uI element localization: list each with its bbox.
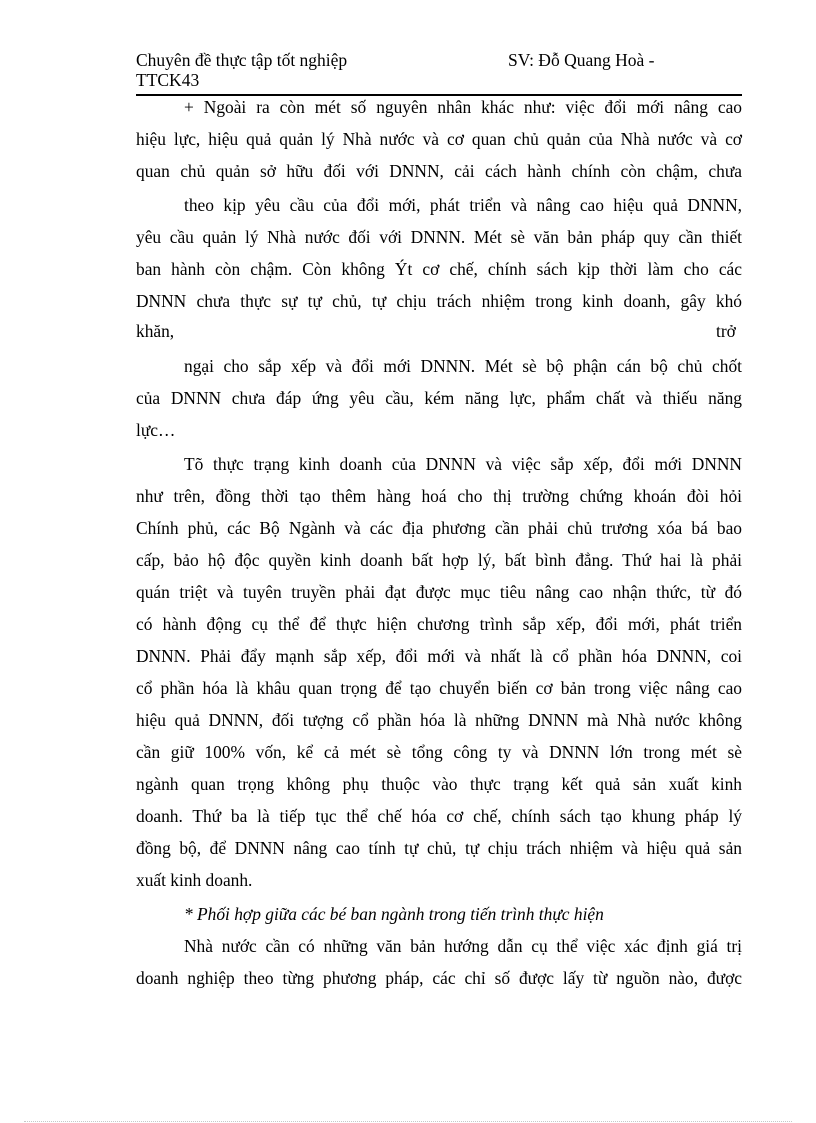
body-line: doanh nghiệp theo từng phương pháp, các chỉ số được lấy từ nguồn nào, được [136,968,742,988]
body-line: hiệu quả DNNN, đối tượng cổ phần hóa là những DNNN mà Nhà nước không [136,710,742,730]
body-line: hiệu lực, hiệu quả quản lý Nhà nước và cơ quan chủ quản của Nhà nước và cơ [136,129,742,149]
body-line: + Ngoài ra còn mét số nguyên nhân khác như: việc đổi mới nâng cao [184,97,742,117]
body-line: khăn, [136,321,175,341]
body-line: đồng bộ, để DNNN nâng cao tính tự chủ, tự chịu trách nhiệm và hiệu quả sản [136,838,742,858]
header-class-code: TTCK43 [136,70,200,90]
body-line: xuất kinh doanh. [136,870,253,890]
body-line: như trên, đồng thời tạo thêm hàng hoá cho thị trường chứng khoán đòi hỏi [136,486,742,506]
body-line: cổ phần hóa là khâu quan trọng để tạo chuyển biến cơ bản trong việc nâng cao [136,678,742,698]
body-line: trở [716,321,736,341]
body-line: cấp, bảo hộ độc quyền kinh doanh bất hợp lý, bất bình đẳng. Thứ hai là phải [136,550,742,570]
body-line: quan chủ quản sở hữu đối với DNNN, cải cách hành chính còn chậm, chưa [136,161,742,181]
body-line: ngại cho sắp xếp và đổi mới DNNN. Mét sè bộ phận cán bộ chủ chốt [184,356,742,376]
body-line: doanh. Thứ ba là tiếp tục thể chế hóa cơ chế, chính sách tạo khung pháp lý [136,806,742,826]
body-line: DNNN. Phải đẩy mạnh sắp xếp, đổi mới và nhất là cổ phần hóa DNNN, coi [136,646,742,666]
page-header [136,50,742,96]
body-line: ngành quan trọng không phụ thuộc vào thực trạng kết quả sản xuất kinh [136,774,742,794]
body-line: có hành động cụ thể để thực hiện chương trình sắp xếp, đổi mới, phát triển [136,614,742,634]
header-document-title: Chuyên đề thực tập tốt nghiệp [136,50,348,70]
body-line: Chính phủ, các Bộ Ngành và các địa phương cần phải chủ trương xóa bá bao [136,518,742,538]
body-line: theo kịp yêu cầu của đổi mới, phát triển và nâng cao hiệu quả DNNN, [184,195,742,215]
body-line: quán triệt và tuyên truyền phải đạt được mục tiêu nâng cao nhận thức, từ đó [136,582,742,602]
body-line: ban hành còn chậm. Còn không Ýt cơ chế, chính sách kịp thời làm cho các [136,259,742,279]
section-heading: * Phối hợp giữa các bé ban ngành trong tiến trình thực hiện [184,904,604,924]
body-line: Tõ thực trạng kinh doanh của DNNN và việc sắp xếp, đổi mới DNNN [184,454,742,474]
body-line: của DNNN chưa đáp ứng yêu cầu, kém năng lực, phẩm chất và thiếu năng [136,388,742,408]
page-bottom-edge [24,1121,792,1122]
header-student-name: SV: Đỗ Quang Hoà - [508,50,655,70]
body-line: cần giữ 100% vốn, kể cả mét sè tổng công ty và DNNN lớn trong mét sè [136,742,742,762]
body-line: Nhà nước cần có những văn bản hướng dẫn cụ thể việc xác định giá trị [184,936,742,956]
body-line: DNNN chưa thực sự tự chủ, tự chịu trách nhiệm trong kinh doanh, gây khó [136,291,742,311]
body-line: lực… [136,420,176,440]
body-line: yêu cầu quản lý Nhà nước đối với DNNN. Mét sè văn bản pháp quy cần thiết [136,227,742,247]
